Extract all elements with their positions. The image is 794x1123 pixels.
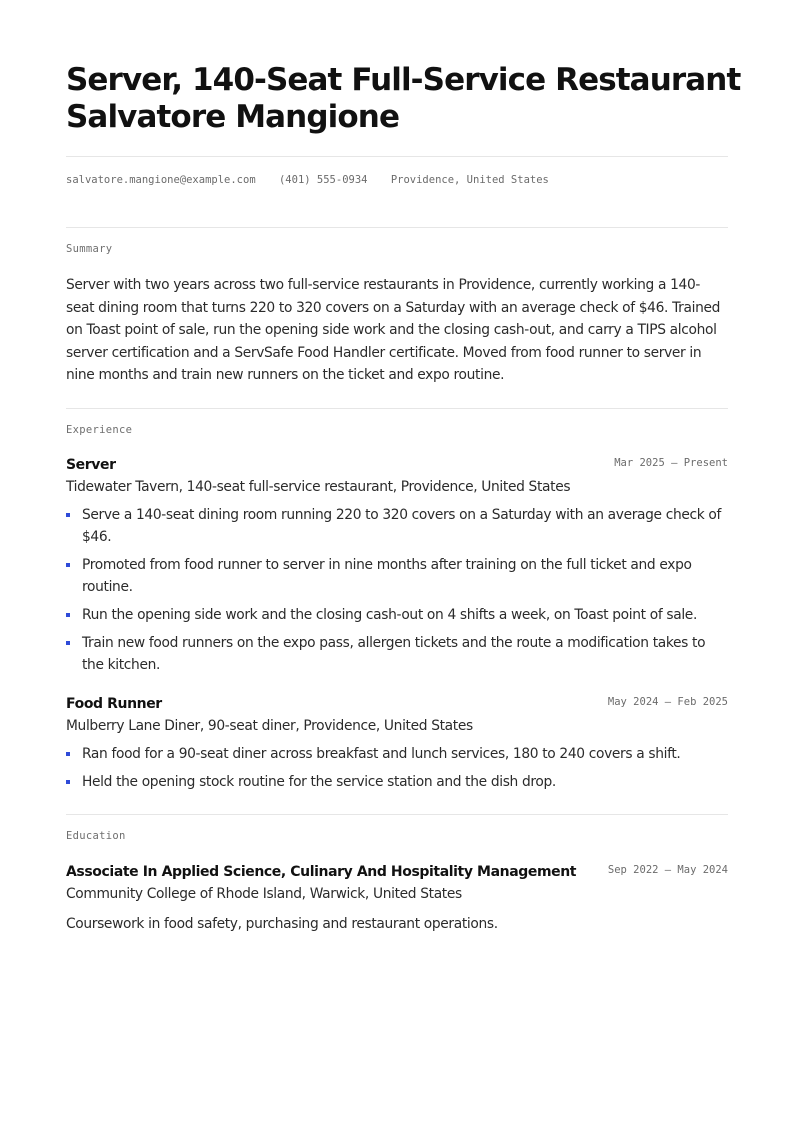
- job-bullets: [66, 504, 728, 676]
- contact-line: [66, 174, 728, 188]
- page-title: [66, 0, 741, 136]
- bullet-text: Ran food for a 90-seat diner across breakfast and lunch services, 180 to 240 covers a shift.: [82, 745, 681, 762]
- contact-email[interactable]: salvatore.mangione@example.com: [66, 174, 256, 186]
- bullet-text: Promoted from food runner to server in nine months after training on the full ticket and expo routine.: [82, 556, 692, 595]
- experience-entry: [66, 693, 728, 793]
- bullet-text: Train new food runners on the expo pass, allergen tickets and the route a modification takes to the kitchen.: [82, 634, 706, 673]
- divider: [66, 156, 728, 157]
- title-line-name: Salvatore Mangione: [66, 99, 400, 135]
- education-entry: [66, 861, 728, 935]
- divider: [66, 227, 728, 228]
- experience-entry: [66, 454, 728, 676]
- resume-page: [66, 0, 741, 935]
- education-note: Coursework in food safety, purchasing and restaurant operations.: [66, 915, 498, 932]
- job-title: Server: [66, 456, 116, 473]
- school-name: Community College of Rhode Island, Warwick, United States: [66, 885, 462, 902]
- education-heading: Education: [66, 829, 126, 842]
- bullet-square-icon: [66, 563, 70, 567]
- summary-heading: Summary: [66, 243, 113, 255]
- bullet-text: Serve a 140-seat dining room running 220 to 320 covers on a Saturday with an average check of $46.: [82, 506, 722, 545]
- bullet-square-icon: [66, 513, 70, 517]
- job-dates: May 2024 — Feb 2025: [607, 695, 728, 708]
- bullet-item: [66, 504, 728, 548]
- degree-title: Associate In Applied Science, Culinary And Hospitality Management: [66, 863, 577, 880]
- experience-heading: Experience: [66, 423, 133, 436]
- bullet-text: Run the opening side work and the closing cash-out on 4 shifts a week, on Toast point of sale.: [82, 606, 697, 623]
- bullet-square-icon: [66, 780, 70, 784]
- bullet-text: Held the opening stock routine for the service station and the dish drop.: [82, 773, 556, 790]
- divider: [66, 814, 728, 815]
- bullet-item: [66, 771, 728, 793]
- education-dates: Sep 2022 — May 2024: [607, 863, 728, 876]
- divider: [66, 408, 728, 409]
- job-employer: Tidewater Tavern, 140-seat full-service restaurant, Providence, United States: [66, 478, 571, 495]
- summary-text: Server with two years across two full-service restaurants in Providence, currently working a 140-seat dining room that turns 220 to 320 covers on a Saturday with an average check of $46. Trained on Toast point of sale, run the opening side work and the closing cash-out, and carry a TIPS alcohol server certification and a ServSafe Food Handler certificate. Moved from food runner to server in nine months and train new runners on the ticket and expo routine.: [66, 277, 721, 383]
- bullet-square-icon: [66, 641, 70, 645]
- bullet-item: [66, 554, 728, 598]
- experience-entry-header: [66, 454, 728, 476]
- education-entry-header: [66, 861, 728, 883]
- bullet-square-icon: [66, 613, 70, 617]
- job-bullets: [66, 743, 728, 793]
- bullet-square-icon: [66, 752, 70, 756]
- bullet-item: [66, 604, 728, 626]
- job-employer: Mulberry Lane Diner, 90-seat diner, Providence, United States: [66, 717, 473, 734]
- title-line-role: Server, 140-Seat Full-Service Restaurant: [66, 62, 741, 98]
- bullet-item: [66, 632, 728, 676]
- job-dates: Mar 2025 — Present: [614, 456, 728, 469]
- contact-phone[interactable]: (401) 555-0934: [278, 174, 368, 186]
- job-title: Food Runner: [66, 695, 162, 712]
- contact-location: Providence, United States: [390, 174, 549, 186]
- experience-entry-header: [66, 693, 728, 715]
- bullet-item: [66, 743, 728, 765]
